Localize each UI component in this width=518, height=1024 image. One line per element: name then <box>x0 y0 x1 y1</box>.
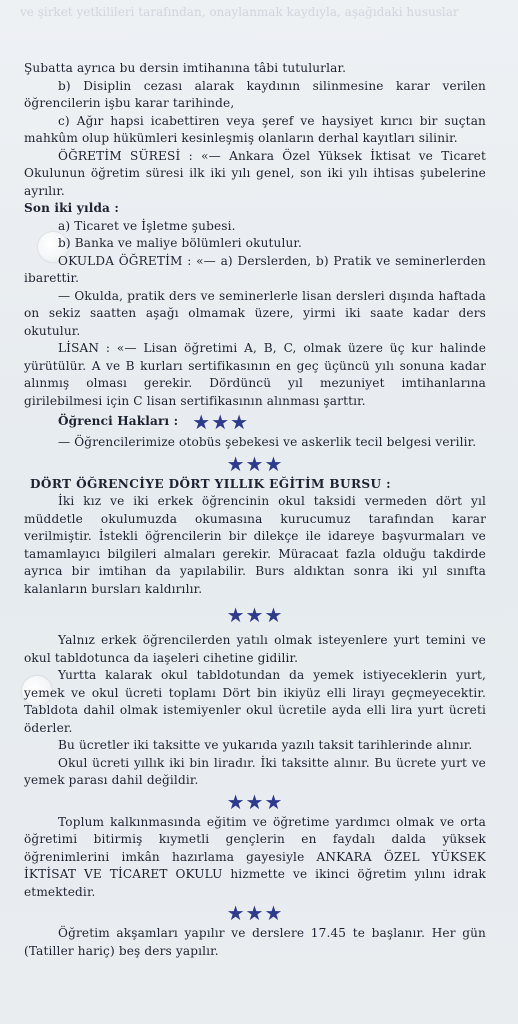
paragraph: Yurtta kalarak okul tabldotundan da yemek istiyeceklerin yurt, yemek ve okul ücreti toplamı Dört bin ikiyüz elli lirayı geçmeyecektir. Tabldota dahil olmak istemiyenler okul ücretile ayda elli lira yurt ücreti öderler. <box>24 668 486 735</box>
list-item: a) Ticaret ve İşletme şubesi. <box>58 218 236 233</box>
paragraph: LİSAN : «— Lisan öğretimi A, B, C, olmak üzere üç kur halinde yürütülür. A ve B kurları sertifikasının en geç üçüncü yılı sonuna kadar alınmış olması gerekir. Dördüncü yıl mezuniyet imtihanlarına girilebilmesi için C lisan sertifikasının alınması şarttır. <box>24 341 486 408</box>
stars-divider: ★★★ <box>226 451 284 476</box>
paragraph: c) Ağır hapsi icabettiren veya şeref ve haysiyet kırıcı bir suçtan mahkûm olup hükümleri kesinleşmiş olanların derhal kayıtları silinir. <box>24 113 486 145</box>
section-header <box>24 410 486 434</box>
paragraph: — Öğrencilerimize otobüs şebekesi ve askerlik tecil belgesi verilir. <box>58 435 477 449</box>
show-through-text: ve şirket yetkilileri tarafından, onaylanmak kaydıyla, aşağıdaki hususlar <box>20 5 459 19</box>
paragraph: Toplum kalkınmasında eğitim ve öğretime yardımcı olmak ve orta öğretimi bitirmiş kıymetli gençlerin en faydalı dalda yüksek öğrenimlerini imkân hazırlama gayesiyle ANKARA ÖZEL YÜKSEK İKTİSAT VE TİCARET OKULU hizmette ve ikinci öğretim yılını idrak etmektedir. <box>24 814 486 899</box>
paragraph: İki kız ve iki erkek öğrencinin okul taksidi vermeden dört yıl müddetle okulumuzda okumasına kurucumuz tarafından karar verilmiştir. İstekli öğrencilerin bir dilekçe ile idareye başvurmaları ve tamamlayıcı bilgileri almaları gerekir. Müracaat fazla olduğu takdirde ayrıca bir imtihan da yapılabilir. Burs aldıktan sonra iki yıl sınıfta kalanların bursları kaldırılır. <box>24 494 486 596</box>
stars-divider: ★★★ <box>226 789 284 814</box>
paragraph: — Okulda, pratik ders ve seminerlerle lisan dersleri dışında haftada on sekiz saatten aşağı olmamak üzere, yirmi iki saate kadar ders okutulur. <box>24 288 486 338</box>
paragraph: Şubatta ayrıca bu dersin imtihanına tâbi tutulurlar. <box>24 61 347 75</box>
subheading: Öğrenci Hakları : <box>58 414 179 429</box>
paragraph: Yalnız erkek öğrencilerden yatılı olmak isteyenlere yurt temini ve okul tabldotunca da iaşeleri cihetine gidilir. <box>24 633 486 665</box>
paragraph: OKULDA ÖĞRETİM : «— a) Derslerden, b) Pratik ve seminerlerden ibarettir. <box>24 253 486 285</box>
section-title: DÖRT ÖĞRENCİYE DÖRT YILLIK EĞİTİM BURSU : <box>30 476 391 491</box>
subheading: Son iki yılda : <box>24 201 120 215</box>
paragraph: Bu ücretler iki taksitte ve yukarıda yazılı taksit tarihlerinde alınır. <box>58 738 473 752</box>
paragraph: ÖĞRETİM SÜRESİ : «— Ankara Özel Yüksek İktisat ve Ticaret Okulunun öğretim süresi ilk iki yılı genel, son iki yılı ihtisas şubelerine ayrılır. <box>24 148 486 198</box>
document-body <box>24 60 486 960</box>
stars-divider: ★★★ <box>192 410 250 434</box>
paragraph: Öğretim akşamları yapılır ve derslere 17.45 te başlanır. Her gün (Tatiller hariç) beş ders yapılır. <box>24 926 486 958</box>
paragraph: Okul ücreti yıllık iki bin liradır. İki taksitte alınır. Bu ücrete yurt ve yemek parası dahil değildir. <box>24 755 486 787</box>
list-item: b) Banka ve maliye bölümleri okutulur. <box>58 236 303 250</box>
stars-divider: ★★★ <box>226 901 284 925</box>
paragraph: b) Disiplin cezası alarak kaydının silinmesine karar verilen öğrencilerin işbu karar tarihinde, <box>24 78 486 110</box>
stars-divider: ★★★ <box>226 603 284 627</box>
